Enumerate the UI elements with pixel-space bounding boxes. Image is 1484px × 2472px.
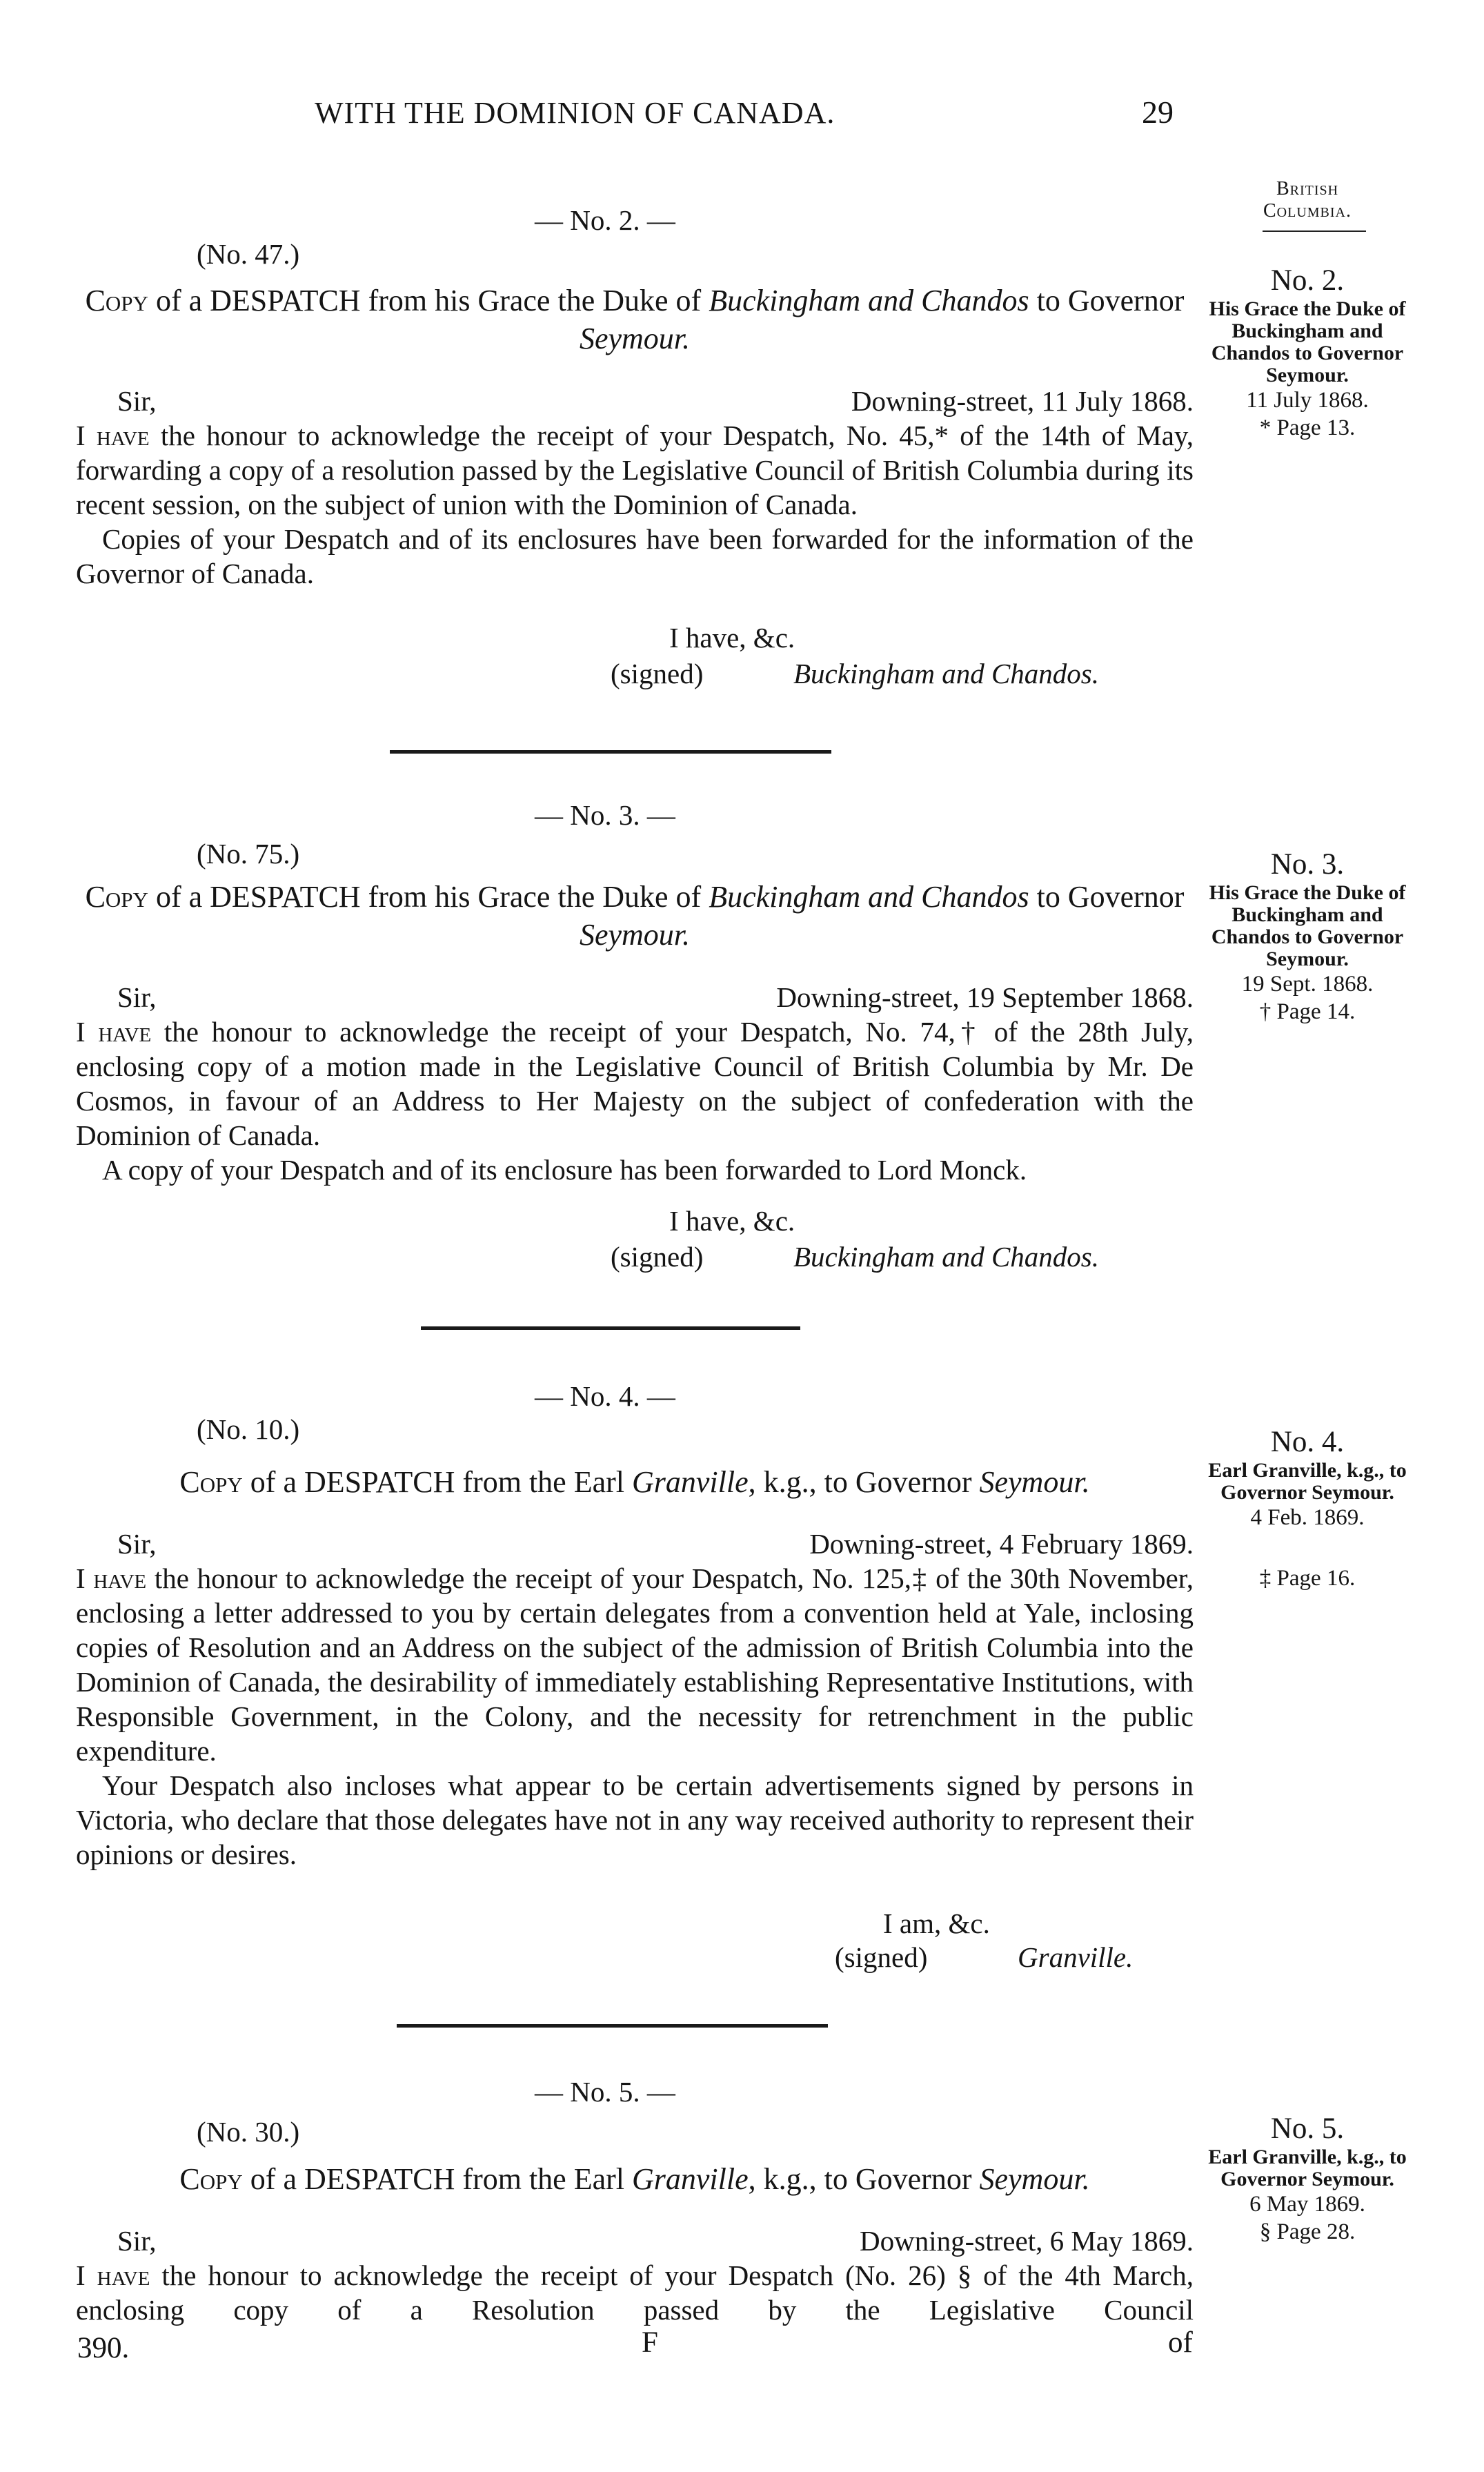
margin-reference: § Page 28.: [1259, 2219, 1356, 2244]
margin-note: [1204, 2112, 1411, 2246]
margin-date: 11 July 1868.: [1246, 388, 1369, 413]
margin-date: 19 Sept. 1868.: [1241, 972, 1374, 997]
closing: I have, &c.: [669, 622, 795, 654]
section-divider: [390, 750, 831, 754]
paragraph: I have the honour to acknowledge the receipt of your Despatch (No. 26) § of the 4th March, enclosing copy of a Resolution passed by the Legislative Council: [76, 2259, 1194, 2326]
margin-description: Earl Granville, k.g., to Governor Seymour.: [1208, 1459, 1407, 1504]
margin-number: No. 4.: [1270, 1426, 1345, 1458]
margin-header-rule: [1263, 230, 1366, 232]
margin-description: Earl Granville, k.g., to Governor Seymour.: [1208, 2146, 1407, 2190]
despatch-title: Copy of a DESPATCH from his Grace the Duke of Buckingham and Chandos to Governor Seymour.: [85, 284, 1185, 355]
margin-reference: * Page 13.: [1259, 415, 1356, 440]
salutation: Sir,: [117, 385, 157, 417]
signed-label: (signed): [835, 1941, 928, 1973]
paragraph: A copy of your Despatch and of its enclosure has been forwarded to Lord Monck.: [102, 1154, 1027, 1186]
closing: I am, &c.: [883, 1907, 990, 1939]
running-title: WITH THE DOMINION OF CANADA.: [315, 96, 835, 130]
margin-number: No. 5.: [1270, 2112, 1345, 2145]
margin-header-line2: Columbia.: [1263, 200, 1352, 222]
place-date: Downing-street, 11 July 1868.: [851, 385, 1194, 417]
signature: Buckingham and Chandos.: [793, 658, 1099, 689]
salutation: Sir,: [117, 2225, 157, 2257]
despatch-heading: — No. 4. —: [535, 1380, 675, 1412]
margin-note: [1204, 264, 1411, 442]
despatch-title: Copy of a DESPATCH from the Earl Granville, k.g., to Governor Seymour.: [179, 1465, 1090, 1499]
despatch-body: [76, 384, 1194, 591]
despatch-number: (No. 30.): [197, 2116, 300, 2148]
despatch-body: [76, 2224, 1194, 2327]
catchword: of: [1168, 2326, 1193, 2359]
despatch-title: Copy of a DESPATCH from the Earl Granville, k.g., to Governor Seymour.: [179, 2162, 1090, 2196]
margin-description: His Grace the Duke of Buckingham and Chandos to Governor Seymour.: [1209, 297, 1406, 386]
margin-date: 4 Feb. 1869.: [1250, 1505, 1365, 1530]
margin-reference: ‡ Page 16.: [1259, 1566, 1356, 1591]
despatch-title: Copy of a DESPATCH from his Grace the Duke of Buckingham and Chandos to Governor Seymour.: [85, 880, 1185, 952]
signature-mark: F: [642, 2326, 658, 2359]
place-date: Downing-street, 19 September 1868.: [776, 981, 1194, 1013]
despatch-number: (No. 10.): [197, 1413, 300, 1445]
despatch-heading: — No. 2. —: [535, 204, 675, 236]
sheet-number: 390.: [77, 2332, 130, 2364]
despatch-number: (No. 75.): [197, 838, 300, 870]
margin-reference: † Page 14.: [1259, 999, 1356, 1024]
place-date: Downing-street, 4 February 1869.: [809, 1528, 1194, 1560]
despatch-body: [76, 1527, 1194, 1872]
margin-number: No. 2.: [1270, 264, 1345, 297]
margin-description: His Grace the Duke of Buckingham and Chandos to Governor Seymour.: [1209, 881, 1406, 970]
margin-note: [1204, 1425, 1411, 1592]
margin-note: [1204, 847, 1411, 1026]
place-date: Downing-street, 6 May 1869.: [860, 2225, 1194, 2257]
page-number: 29: [1142, 95, 1174, 130]
signature: Buckingham and Chandos.: [793, 1241, 1099, 1273]
margin-header-line1: British: [1276, 178, 1339, 199]
signed-label: (signed): [611, 1241, 704, 1273]
closing: I have, &c.: [669, 1205, 795, 1237]
salutation: Sir,: [117, 981, 157, 1013]
despatch-number: (No. 47.): [197, 238, 300, 270]
salutation: Sir,: [117, 1528, 157, 1560]
signed-label: (signed): [611, 658, 704, 689]
margin-date: 6 May 1869.: [1249, 2192, 1365, 2217]
paragraph: I have the honour to acknowledge the receipt of your Despatch, No. 125,‡ of the 30th November, enclosing a letter addressed to you by certain delegates from a convention held at Yale, inclosing copies of Resolution and an Address on the subject of the admission of British Columbia into the Dominion of Canada, the desirability of immediately establishing Representative Institutions, with Responsible Government, in the Colony, and the necessity for retrenchment in the public expenditure.: [76, 1562, 1194, 1767]
section-divider: [421, 1326, 800, 1330]
paragraph: I have the honour to acknowledge the receipt of your Despatch, No. 45,* of the 14th of May, forwarding a copy of a resolution passed by the Legislative Council of British Columbia during its recent session, on the subject of union with the Dominion of Canada.: [76, 420, 1194, 520]
despatch-heading: — No. 5. —: [535, 2076, 675, 2108]
paragraph: Copies of your Despatch and of its enclosures have been forwarded for the information of the Governor of Canada.: [76, 523, 1194, 589]
margin-header: [1204, 178, 1411, 222]
paragraph: Your Despatch also incloses what appear to be certain advertisements signed by persons in Victoria, who declare that those delegates have not in any way received authority to represent their opinions or desires.: [76, 1769, 1194, 1870]
despatch-body: [76, 980, 1194, 1187]
paragraph: I have the honour to acknowledge the receipt of your Despatch, No. 74,† of the 28th July, enclosing copy of a motion made in the Legislative Council of British Columbia by Mr. De Cosmos, in favour of an Address to Her Majesty on the subject of confederation with the Dominion of Canada.: [76, 1016, 1194, 1151]
signature: Granville.: [1018, 1941, 1134, 1973]
despatch-heading: — No. 3. —: [535, 799, 675, 831]
section-divider: [397, 2024, 828, 2028]
margin-number: No. 3.: [1270, 848, 1345, 881]
